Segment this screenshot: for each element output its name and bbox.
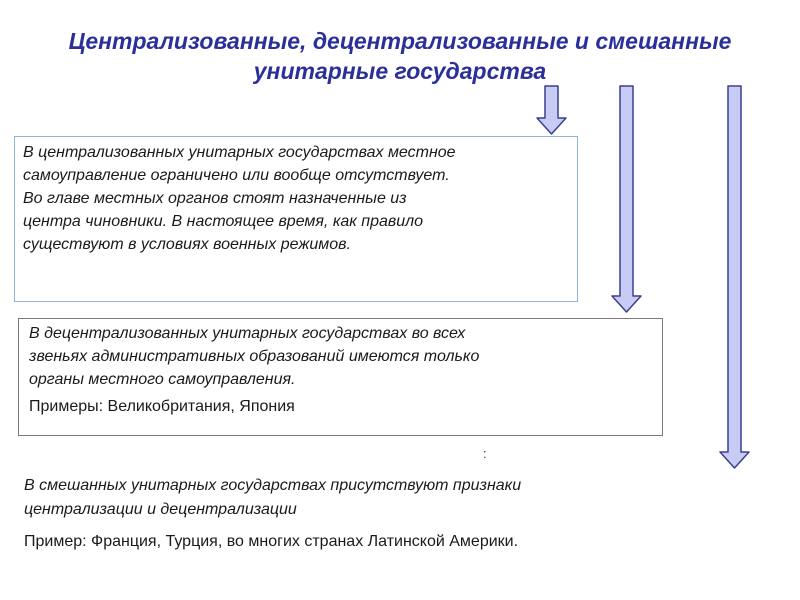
- centralized-description: [23, 141, 569, 256]
- centralized-line-2: самоуправление ограничено или вообще отсутствует.: [23, 167, 450, 184]
- slide-title-line-2: унитарные государства: [253, 58, 547, 84]
- down-arrow-2-icon: [612, 86, 641, 312]
- decentralized-line-3: органы местного самоуправления.: [29, 371, 296, 388]
- mixed-line-2: централизации и децентрализации: [24, 501, 297, 518]
- mixed-description: [24, 474, 704, 522]
- decentralized-examples: Примеры: Великобритания, Япония: [29, 398, 295, 415]
- mixed-state-block: [24, 474, 704, 553]
- centralized-line-5: существуют в условиях военных режимов.: [23, 236, 351, 253]
- separator-colon: :: [483, 446, 487, 461]
- down-arrow-1-icon: [537, 86, 566, 134]
- decentralized-line-1: В децентрализованных унитарных государствах во всех: [29, 325, 466, 342]
- decentralized-line-2: звеньях административных образований имеются только: [29, 348, 480, 365]
- slide-title-line-1: Централизованные, децентрализованные и смешанные: [68, 28, 732, 54]
- centralized-line-3: Во главе местных органов стоят назначенные из: [23, 190, 407, 207]
- mixed-example: Пример: Франция, Турция, во многих странах Латинской Америки.: [24, 533, 519, 550]
- centralized-line-1: В централизованных унитарных государствах местное: [23, 144, 456, 161]
- down-arrow-3-icon: [720, 86, 749, 468]
- mixed-line-1: В смешанных унитарных государствах присутствуют признаки: [24, 477, 522, 494]
- decentralized-description: [29, 322, 652, 391]
- decentralized-state-box: [18, 318, 663, 436]
- centralized-line-4: центра чиновники. В настоящее время, как правило: [23, 213, 424, 230]
- centralized-state-box: [14, 136, 578, 302]
